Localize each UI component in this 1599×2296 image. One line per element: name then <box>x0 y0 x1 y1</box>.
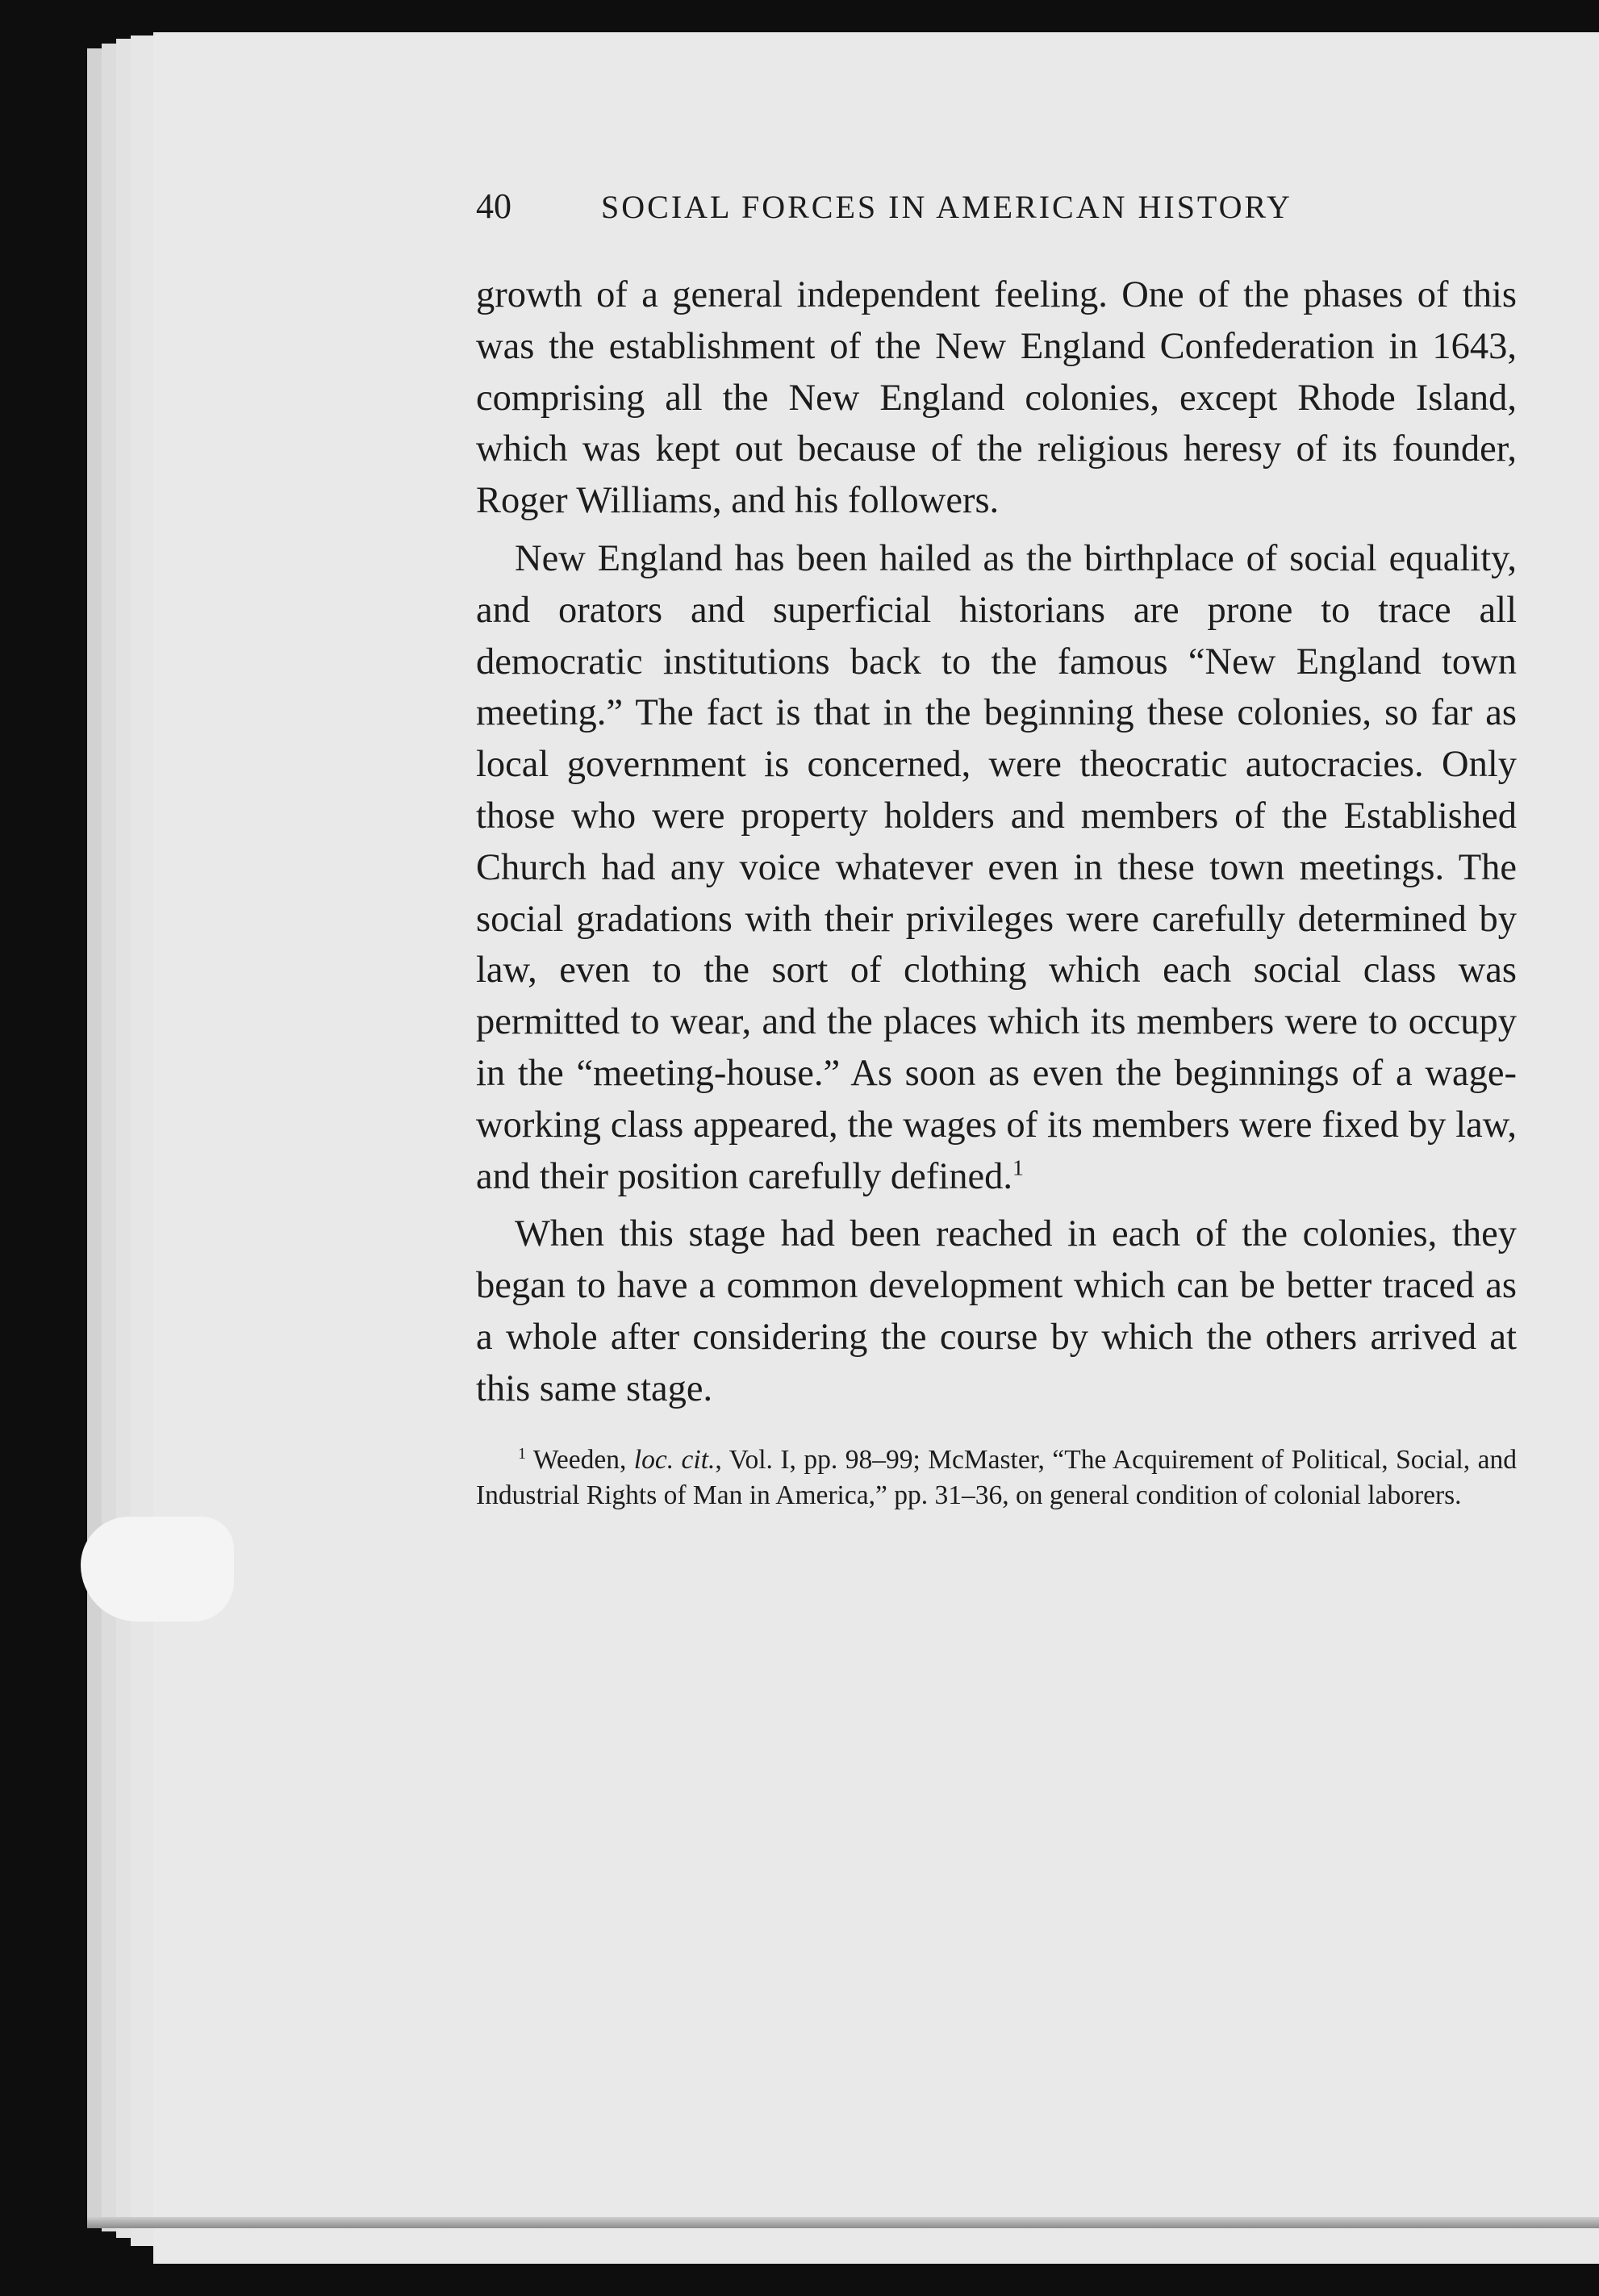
footnote-mark: 1 <box>518 1444 527 1463</box>
paper-tab <box>81 1517 234 1622</box>
paragraph: growth of a general independent feeling. One of the phases of this was the establishment of the New England Confederation in 1643, comprising all the New England colonies, except Rhode Island, which was kept out because of the religious heresy of its founder, Roger Williams, and his followers. <box>476 274 1517 522</box>
running-head <box>476 186 1517 242</box>
text-block <box>476 186 1517 1540</box>
footnote-text: , Vol. I, pp. 98–99; McMaster, “The Acquirement of Political, Social, and Industrial Rights of Man in America,” pp. 31–36, on general condition of colonial laborers. <box>476 1444 1518 1510</box>
page-bottom-edge <box>87 2217 1599 2228</box>
footnote-author: Weeden, <box>532 1444 627 1475</box>
paragraph-text: New England has been hailed as the birthplace of social equality, and orators and superficial historians are prone to trace all democratic institutions back to the famous “New England town meeting.” The fact is that in the beginning these colonies, so far as local government is concerned, were theocratic autocracies. Only those who were property holders and members of the Established Church had any voice whatever even in these town meetings. The social gradations with their privileges were carefully determined by law, even to the sort of clothing which each social class was permitted to wear, and the places which its members were to occupy in the “meeting-house.” As soon as even the beginnings of a wage-working class appeared, the wages of its members were fixed by law, and their position carefully defined. <box>476 537 1517 1197</box>
paragraph <box>476 533 1517 1202</box>
page-number: 40 <box>476 186 511 226</box>
paragraph: When this stage had been reached in each of the colonies, they began to have a common development which can be better traced as a whole after considering the course by which the others arrived at this same stage. <box>476 1213 1517 1409</box>
footnote-reference: 1 <box>1012 1155 1024 1181</box>
running-title: SOCIAL FORCES IN AMERICAN HISTORY <box>601 189 1292 225</box>
footnote <box>476 1442 1517 1513</box>
footnote-loc-cit: loc. cit. <box>633 1444 716 1475</box>
